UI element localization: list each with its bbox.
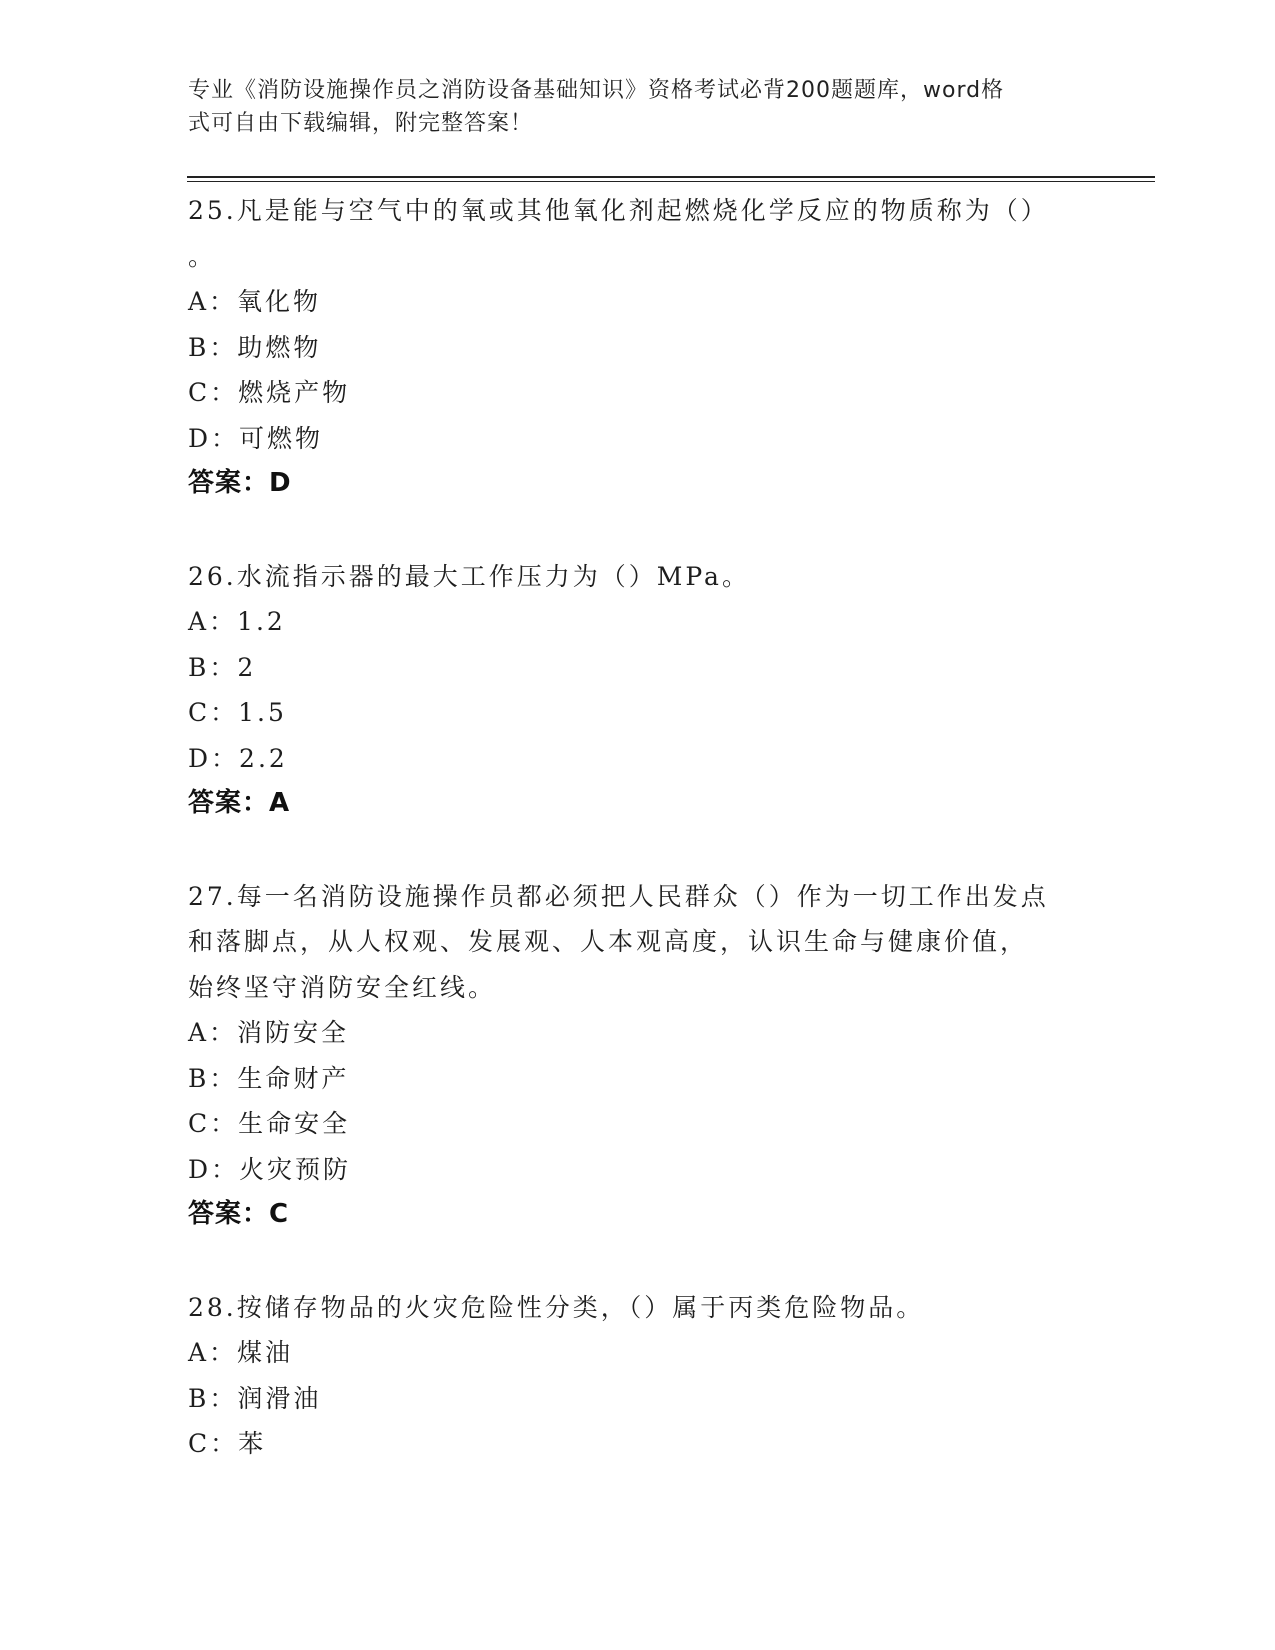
option-b: B：生命财产: [188, 1063, 350, 1093]
option-a: A：煤油: [188, 1338, 294, 1367]
spacer: [188, 827, 1088, 874]
option-c: C：1.5: [188, 698, 287, 727]
option-c: C：燃烧产物: [188, 378, 351, 407]
spacer: [188, 1238, 1088, 1285]
question-list: [188, 188, 1088, 1467]
option-b: B：润滑油: [188, 1383, 322, 1413]
option-b: B：2: [188, 652, 257, 682]
option-c: C：苯: [188, 1429, 267, 1458]
header-divider-thin: [187, 181, 1155, 182]
question-text: 始终坚守消防安全红线。: [188, 972, 497, 1002]
question-text: 。: [188, 241, 217, 271]
option-d: D：可燃物: [188, 423, 324, 453]
spacer: [188, 507, 1088, 554]
question-text: 26.水流指示器的最大工作压力为（）MPa。: [188, 561, 750, 591]
question-text: 和落脚点，从人权观、发展观、人本观高度，认识生命与健康价值，: [188, 927, 1029, 956]
answer: 答案：C: [188, 1199, 290, 1229]
header-divider-thick: [187, 176, 1155, 178]
option-a: A：消防安全: [188, 1018, 350, 1047]
header-line-2: 式可自由下载编辑，附完整答案！: [188, 111, 534, 136]
header-line-1: 专业《消防设施操作员之消防设备基础知识》资格考试必背200题题库，word格: [188, 78, 1005, 103]
question-27: [188, 874, 1088, 1238]
question-25: [188, 188, 1088, 507]
option-c: C：生命安全: [188, 1109, 351, 1138]
answer: 答案：D: [188, 468, 292, 498]
option-a: A：1.2: [188, 607, 286, 636]
question-text: 27.每一名消防设施操作员都必须把人民群众（）作为一切工作出发点: [188, 881, 1049, 911]
option-b: B：助燃物: [188, 332, 322, 362]
option-a: A：氧化物: [188, 287, 322, 316]
question-26: [188, 554, 1088, 827]
answer: 答案：A: [188, 788, 291, 818]
option-d: D：2.2: [188, 743, 288, 773]
question-text: 28.按储存物品的火灾危险性分类，（）属于丙类危险物品。: [188, 1292, 925, 1322]
question-28: [188, 1285, 1088, 1467]
option-d: D：火灾预防: [188, 1154, 352, 1184]
document-header: [188, 74, 1088, 140]
question-text: 25.凡是能与空气中的氧或其他氧化剂起燃烧化学反应的物质称为（）: [188, 196, 1049, 225]
